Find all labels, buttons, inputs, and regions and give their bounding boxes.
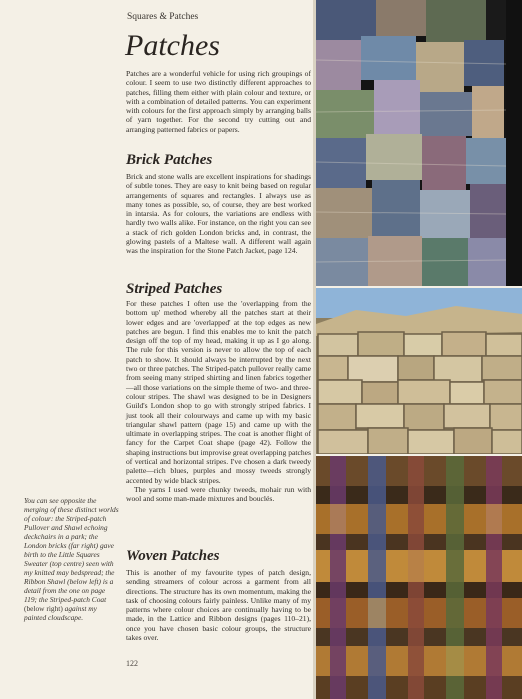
knitted-garment-image xyxy=(316,0,522,286)
brick-heading: Brick Patches xyxy=(126,152,213,168)
caption-part-3: against my painted cloudscape. xyxy=(24,604,97,622)
striped-paragraph xyxy=(126,299,311,504)
striped-heading: Striped Patches xyxy=(126,281,223,297)
running-head: Squares & Patches xyxy=(127,12,199,22)
caption-part-2: (below right) xyxy=(24,604,63,613)
page-title: Patches xyxy=(125,29,220,62)
striped-text-2: The yarns I used were chunky tweeds, mohair run with wool and some man-made mixtures and bouclés. xyxy=(126,484,311,504)
page-number: 122 xyxy=(126,659,138,668)
striped-text-1: For these patches I often use the 'overlapping from the bottom up' method whereby all the patches start at their lower edges and are 'overlapped' at the top edges as new patches are begun. I find this enables me to knit the patch design off the top of my head, making it up as I go along. The rule for this version is never to allow the top of each patch to show. It should always be interrupted by the next two or three patches. The Striped-patch pullover really came from seeing many striped shirting and linen fabrics together—all those variations on the simple theme of two- and three-colour stripes. The shawl was designed to be in Designers Guild's London shop to go with strongly striped fabrics. I just took all their colourways and came up with my basic triangular shawl pattern (page 15) and came up with the ultimate in overlapping stripes. The coat is another flight of fancy for the Carpet Coat shape (page 42). Follow the shaping instructions but improvise great overlapping patches of vertical and horizontal stripes. I've chosen a dark tweedy palette—rich blues, purples and mossy tweeds strongly accented by wide black stripes. xyxy=(126,299,311,485)
woven-knitting-image xyxy=(316,456,522,699)
woven-text: This is another of my favourite types of patch design, sending streamers of colour across a garment from all directions. The structure has its own momentum, making the task of choosing colours fairly painless. Unlike many of my patterns where colour choices are continually having to be made, in the Lattice and Ribbon designs (pages 110–21), once you have chosen basic colour groups, the structure takes over. xyxy=(126,568,311,643)
photo-woven-knitting xyxy=(316,456,522,699)
brick-paragraph xyxy=(126,172,311,256)
photo-caption xyxy=(24,496,120,622)
photo-knitted-garment xyxy=(316,0,522,286)
stone-wall-image xyxy=(316,288,522,454)
woven-paragraph xyxy=(126,568,311,642)
intro-paragraph xyxy=(126,69,311,134)
brick-text: Brick and stone walls are excellent inspirations for shadings of subtle tones. They are easy to knit being based on regular arrangements of squares and rectangles. I always use as many tones as possible, so, of course, they are best worked in intarsia. As for colours, the variations are endless with hardly two walls alike. For instance, on the right you can see a stack of rich golden London bricks and, in contrast, the glowing pastels of a Maltese wall. A different wall again was the inspiration for the Stone Patch Jacket, page 124. xyxy=(126,172,311,256)
photo-stone-wall xyxy=(316,288,522,454)
caption-part-1: You can see opposite the merging of these distinct worlds of colour: the Striped-patch Pullover and Shawl echoing deckchairs in a park; the London bricks (far right) gave birth to the Little Squares Sweater (top centre) seen with my knitted may bedspread; the Ribbon Shawl (below left) is a detail from the one on page 119; the Striped-patch Coat xyxy=(24,496,119,604)
woven-heading: Woven Patches xyxy=(126,548,220,564)
intro-text: Patches are a wonderful vehicle for using rich groupings of colour. I seem to use two distinctly different approaches to patches, filling them either with plain colour and texture, or with a combination of detailed patterns. You can experiment with colours for the first approach simply by arranging balls of yarn together. For the second try cutting out and arranging patterned fabrics or papers. xyxy=(126,69,311,134)
